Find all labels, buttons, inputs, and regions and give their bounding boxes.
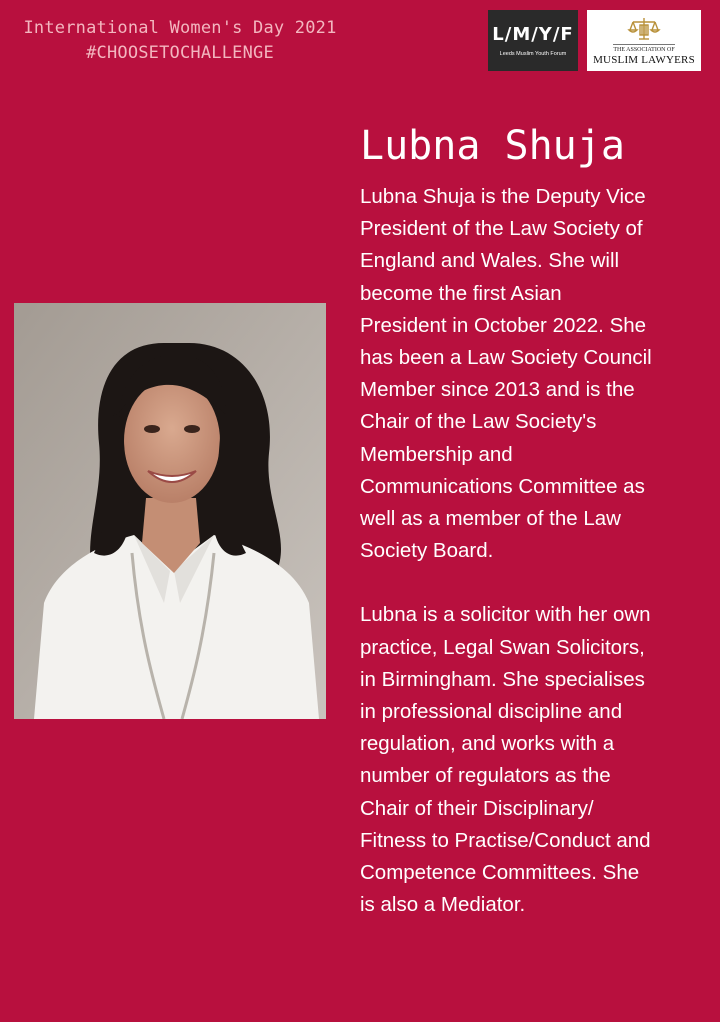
portrait-photo <box>14 303 326 719</box>
bio-line: President in October 2022. She <box>360 313 647 337</box>
bio-line: Member since 2013 and is the <box>360 378 635 402</box>
event-title: International Women's Day 2021 <box>23 18 337 38</box>
aml-logo-title: MUSLIM LAWYERS <box>593 54 695 66</box>
bio-line: regulation, and works with a <box>360 732 615 756</box>
bio-line: England and Wales. She will <box>360 249 620 273</box>
lmyf-logo <box>488 10 578 71</box>
portrait-illustration <box>14 303 326 719</box>
bio-line: become the first Asian <box>360 281 562 305</box>
bio-line: Lubna Shuja is the Deputy Vice <box>360 185 646 208</box>
event-hashtag: #CHOOSETOCHALLENGE <box>86 43 274 63</box>
bio-paragraph-1 <box>360 181 700 567</box>
profile-bio <box>360 181 700 921</box>
bio-line: President of the Law Society of <box>360 217 643 241</box>
bio-line: in professional discipline and <box>360 700 623 724</box>
profile-name: Lubna Shuja <box>360 123 625 169</box>
bio-line: practice, Legal Swan Solicitors, <box>360 635 645 659</box>
bio-line: Chair of the Law Society's <box>360 410 597 434</box>
bio-line: in Birmingham. She specialises <box>360 667 645 691</box>
bio-line: Society Board. <box>360 539 494 563</box>
lmyf-logo-letters: L/M/Y/F <box>492 23 574 45</box>
bio-line: Chair of their Disciplinary/ <box>360 796 594 820</box>
bio-line: well as a member of the Law <box>360 507 621 531</box>
bio-line: Membership and <box>360 442 513 466</box>
bio-line: Lubna is a solicitor with her own <box>360 603 651 627</box>
bio-line: is also a Mediator. <box>360 893 526 917</box>
scales-of-justice-icon <box>627 16 661 42</box>
bio-line: number of regulators as the <box>360 764 611 788</box>
aml-logo-subtitle: THE ASSOCIATION OF <box>613 44 674 54</box>
bio-paragraph-2 <box>360 599 700 921</box>
aml-logo <box>587 10 701 71</box>
bio-line: Fitness to Practise/Conduct and <box>360 828 651 852</box>
event-header <box>10 16 350 66</box>
bio-line: Competence Committees. She <box>360 861 640 885</box>
bio-line: has been a Law Society Council <box>360 346 652 370</box>
lmyf-logo-name: Leeds Muslim Youth Forum <box>499 50 567 57</box>
bio-line: Communications Committee as <box>360 474 645 498</box>
